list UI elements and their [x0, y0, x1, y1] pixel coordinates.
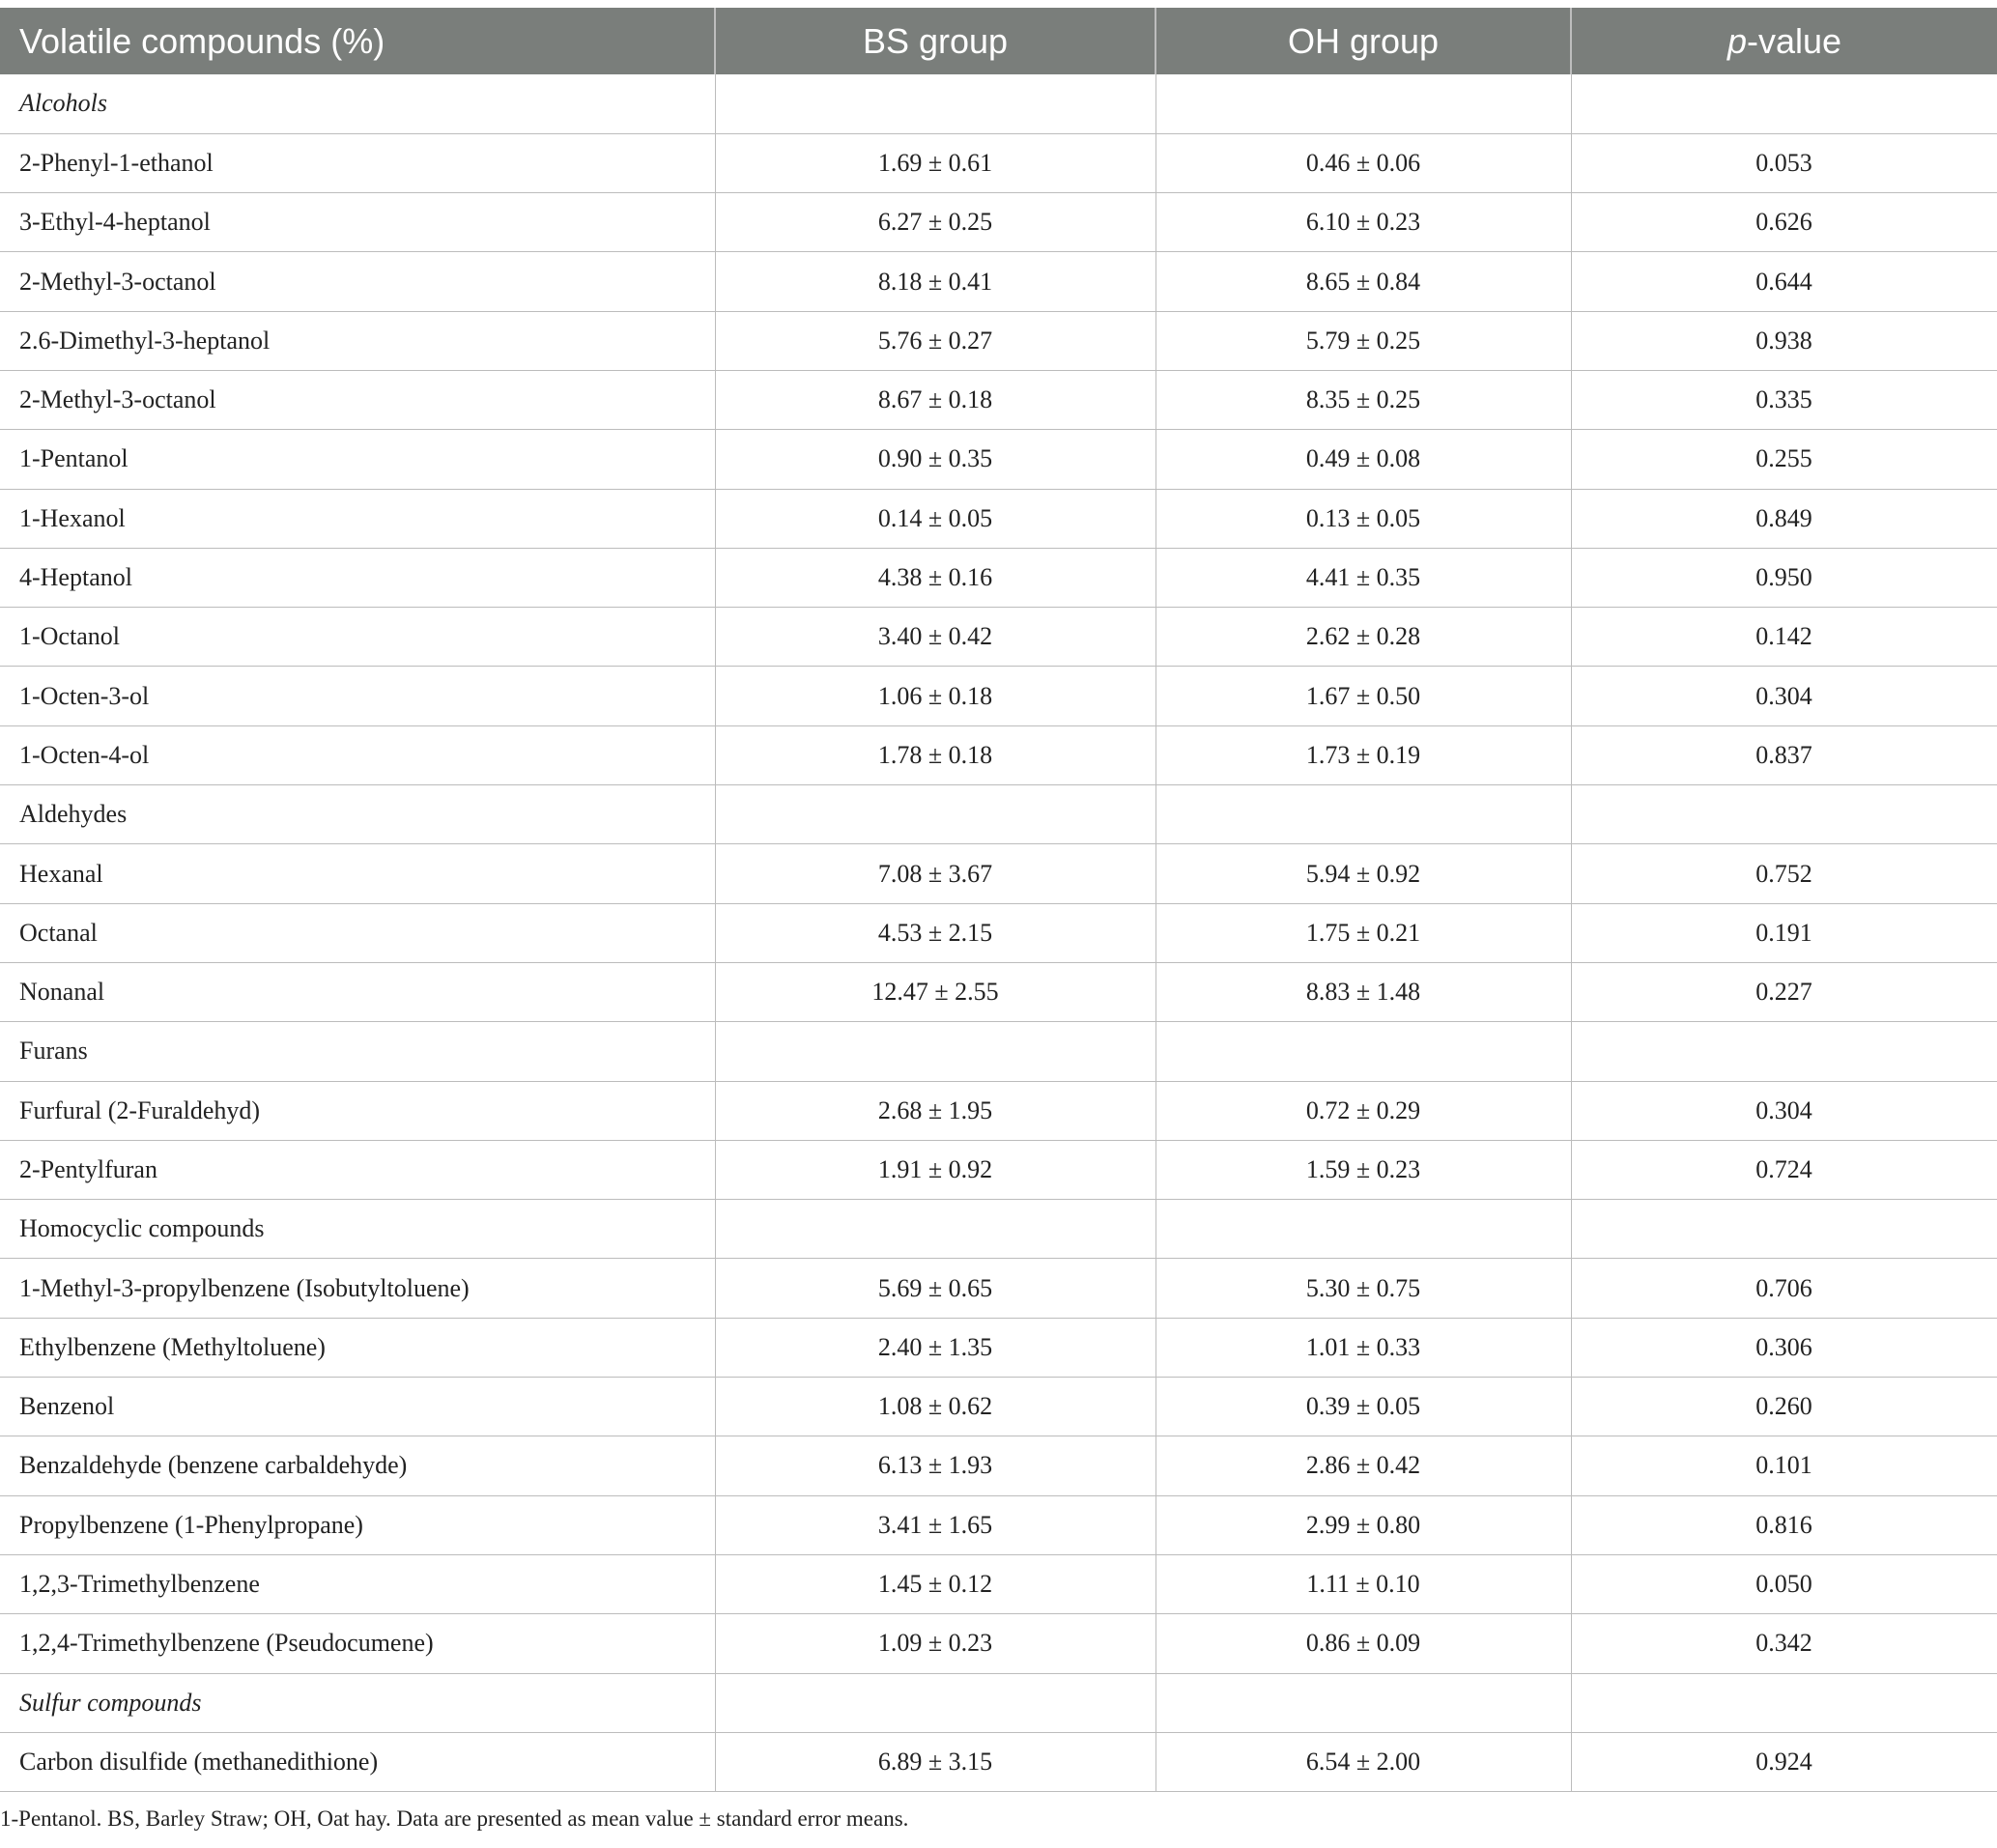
- p-value-cell: 0.342: [1571, 1614, 1997, 1673]
- oh-value-cell: 1.11 ± 0.10: [1155, 1554, 1571, 1613]
- p-value-cell: 0.335: [1571, 370, 1997, 429]
- table-header: [0, 8, 1997, 74]
- p-value-cell: 0.255: [1571, 430, 1997, 489]
- bs-value-cell: 1.09 ± 0.23: [715, 1614, 1155, 1673]
- oh-value-cell: [1155, 1673, 1571, 1732]
- oh-value-cell: 0.49 ± 0.08: [1155, 430, 1571, 489]
- p-value-cell: 0.706: [1571, 1259, 1997, 1318]
- header-row: [0, 8, 1997, 74]
- oh-value-cell: 2.86 ± 0.42: [1155, 1436, 1571, 1495]
- p-value-cell: 0.837: [1571, 725, 1997, 784]
- volatile-compounds-table: [0, 8, 1997, 1792]
- bs-value-cell: [715, 74, 1155, 133]
- bs-value-cell: 5.76 ± 0.27: [715, 311, 1155, 370]
- compound-cell: 2-Phenyl-1-ethanol: [0, 133, 715, 192]
- oh-value-cell: 0.46 ± 0.06: [1155, 133, 1571, 192]
- oh-value-cell: 8.65 ± 0.84: [1155, 252, 1571, 311]
- table-row: [0, 1140, 1997, 1199]
- table-row: [0, 844, 1997, 903]
- p-value-cell: 0.752: [1571, 844, 1997, 903]
- table-row: [0, 133, 1997, 192]
- table-container: [0, 8, 1997, 1792]
- oh-value-cell: [1155, 1200, 1571, 1259]
- table-footnote: 1-Pentanol. BS, Barley Straw; OH, Oat hay. Data are presented as mean value ± standard error means.: [0, 1806, 909, 1831]
- oh-value-cell: 6.10 ± 0.23: [1155, 193, 1571, 252]
- table-row: [0, 370, 1997, 429]
- compound-cell: Hexanal: [0, 844, 715, 903]
- compound-cell: Homocyclic compounds: [0, 1200, 715, 1259]
- compound-cell: 2.6-Dimethyl-3-heptanol: [0, 311, 715, 370]
- p-value-cell: 0.053: [1571, 133, 1997, 192]
- oh-value-cell: 1.01 ± 0.33: [1155, 1318, 1571, 1377]
- oh-value-cell: 2.99 ± 0.80: [1155, 1495, 1571, 1554]
- oh-value-cell: 0.13 ± 0.05: [1155, 489, 1571, 548]
- oh-value-cell: 1.73 ± 0.19: [1155, 725, 1571, 784]
- table-row: [0, 252, 1997, 311]
- compound-cell: Furans: [0, 1022, 715, 1081]
- p-value-cell: 0.304: [1571, 1081, 1997, 1140]
- compound-cell: Sulfur compounds: [0, 1673, 715, 1732]
- table-row: [0, 1554, 1997, 1613]
- bs-value-cell: [715, 785, 1155, 844]
- bs-value-cell: 1.45 ± 0.12: [715, 1554, 1155, 1613]
- table-body: [0, 74, 1997, 1792]
- bs-value-cell: 1.06 ± 0.18: [715, 667, 1155, 725]
- p-value-cell: 0.644: [1571, 252, 1997, 311]
- table-row: [0, 489, 1997, 548]
- bs-value-cell: 12.47 ± 2.55: [715, 962, 1155, 1021]
- oh-value-cell: [1155, 785, 1571, 844]
- p-value-cell: 0.191: [1571, 903, 1997, 962]
- oh-value-cell: 5.94 ± 0.92: [1155, 844, 1571, 903]
- bs-value-cell: 1.91 ± 0.92: [715, 1140, 1155, 1199]
- compound-cell: Nonanal: [0, 962, 715, 1021]
- bs-value-cell: 1.78 ± 0.18: [715, 725, 1155, 784]
- header-oh-group: OH group: [1155, 8, 1571, 74]
- bs-value-cell: 2.40 ± 1.35: [715, 1318, 1155, 1377]
- table-row: [0, 1732, 1997, 1791]
- compound-cell: 1-Hexanol: [0, 489, 715, 548]
- compound-cell: Benzaldehyde (benzene carbaldehyde): [0, 1436, 715, 1495]
- header-compound: Volatile compounds (%): [0, 8, 715, 74]
- oh-value-cell: 1.59 ± 0.23: [1155, 1140, 1571, 1199]
- bs-value-cell: 3.41 ± 1.65: [715, 1495, 1155, 1554]
- bs-value-cell: 6.89 ± 3.15: [715, 1732, 1155, 1791]
- oh-value-cell: [1155, 1022, 1571, 1081]
- category-row: [0, 785, 1997, 844]
- oh-value-cell: 0.72 ± 0.29: [1155, 1081, 1571, 1140]
- table-row: [0, 1378, 1997, 1436]
- compound-cell: 1-Octen-3-ol: [0, 667, 715, 725]
- category-row: [0, 1673, 1997, 1732]
- category-row: [0, 1022, 1997, 1081]
- compound-cell: 1,2,4-Trimethylbenzene (Pseudocumene): [0, 1614, 715, 1673]
- bs-value-cell: [715, 1200, 1155, 1259]
- compound-cell: Aldehydes: [0, 785, 715, 844]
- compound-cell: 4-Heptanol: [0, 548, 715, 607]
- compound-cell: 2-Methyl-3-octanol: [0, 370, 715, 429]
- compound-cell: 2-Methyl-3-octanol: [0, 252, 715, 311]
- p-value-cell: 0.938: [1571, 311, 1997, 370]
- header-p-rest: -value: [1746, 20, 1842, 61]
- bs-value-cell: 6.27 ± 0.25: [715, 193, 1155, 252]
- bs-value-cell: 4.38 ± 0.16: [715, 548, 1155, 607]
- category-row: [0, 74, 1997, 133]
- compound-cell: Octanal: [0, 903, 715, 962]
- compound-cell: Furfural (2-Furaldehyd): [0, 1081, 715, 1140]
- table-row: [0, 430, 1997, 489]
- p-value-cell: [1571, 785, 1997, 844]
- p-value-cell: 0.101: [1571, 1436, 1997, 1495]
- table-row: [0, 311, 1997, 370]
- table-row: [0, 1081, 1997, 1140]
- bs-value-cell: 6.13 ± 1.93: [715, 1436, 1155, 1495]
- p-value-cell: 0.924: [1571, 1732, 1997, 1791]
- table-row: [0, 1495, 1997, 1554]
- oh-value-cell: 1.75 ± 0.21: [1155, 903, 1571, 962]
- oh-value-cell: 1.67 ± 0.50: [1155, 667, 1571, 725]
- oh-value-cell: 5.30 ± 0.75: [1155, 1259, 1571, 1318]
- bs-value-cell: 2.68 ± 1.95: [715, 1081, 1155, 1140]
- compound-cell: 1-Pentanol: [0, 430, 715, 489]
- oh-value-cell: 8.35 ± 0.25: [1155, 370, 1571, 429]
- p-value-cell: [1571, 1022, 1997, 1081]
- table-row: [0, 903, 1997, 962]
- table-row: [0, 1436, 1997, 1495]
- compound-cell: 3-Ethyl-4-heptanol: [0, 193, 715, 252]
- table-row: [0, 1318, 1997, 1377]
- table-row: [0, 548, 1997, 607]
- bs-value-cell: 7.08 ± 3.67: [715, 844, 1155, 903]
- bs-value-cell: 5.69 ± 0.65: [715, 1259, 1155, 1318]
- p-value-cell: 0.950: [1571, 548, 1997, 607]
- bs-value-cell: 1.69 ± 0.61: [715, 133, 1155, 192]
- oh-value-cell: 6.54 ± 2.00: [1155, 1732, 1571, 1791]
- bs-value-cell: 4.53 ± 2.15: [715, 903, 1155, 962]
- p-value-cell: 0.816: [1571, 1495, 1997, 1554]
- oh-value-cell: 4.41 ± 0.35: [1155, 548, 1571, 607]
- p-value-cell: 0.142: [1571, 608, 1997, 667]
- p-value-cell: [1571, 1200, 1997, 1259]
- compound-cell: 1,2,3-Trimethylbenzene: [0, 1554, 715, 1613]
- table-row: [0, 608, 1997, 667]
- bs-value-cell: [715, 1673, 1155, 1732]
- table-row: [0, 725, 1997, 784]
- bs-value-cell: 8.18 ± 0.41: [715, 252, 1155, 311]
- oh-value-cell: 0.39 ± 0.05: [1155, 1378, 1571, 1436]
- p-value-cell: 0.304: [1571, 667, 1997, 725]
- category-row: [0, 1200, 1997, 1259]
- p-value-cell: 0.227: [1571, 962, 1997, 1021]
- header-bs-group: BS group: [715, 8, 1155, 74]
- header-p-value: [1571, 8, 1997, 74]
- bs-value-cell: [715, 1022, 1155, 1081]
- p-value-cell: 0.626: [1571, 193, 1997, 252]
- compound-cell: 1-Methyl-3-propylbenzene (Isobutyltoluene): [0, 1259, 715, 1318]
- p-value-cell: [1571, 1673, 1997, 1732]
- compound-cell: Ethylbenzene (Methyltoluene): [0, 1318, 715, 1377]
- table-row: [0, 1259, 1997, 1318]
- compound-cell: 2-Pentylfuran: [0, 1140, 715, 1199]
- compound-cell: Carbon disulfide (methanedithione): [0, 1732, 715, 1791]
- p-value-cell: [1571, 74, 1997, 133]
- p-value-cell: 0.849: [1571, 489, 1997, 548]
- compound-cell: 1-Octanol: [0, 608, 715, 667]
- oh-value-cell: 2.62 ± 0.28: [1155, 608, 1571, 667]
- table-row: [0, 962, 1997, 1021]
- compound-cell: Propylbenzene (1-Phenylpropane): [0, 1495, 715, 1554]
- oh-value-cell: 8.83 ± 1.48: [1155, 962, 1571, 1021]
- bs-value-cell: 3.40 ± 0.42: [715, 608, 1155, 667]
- p-value-cell: 0.724: [1571, 1140, 1997, 1199]
- p-value-cell: 0.260: [1571, 1378, 1997, 1436]
- oh-value-cell: [1155, 74, 1571, 133]
- oh-value-cell: 0.86 ± 0.09: [1155, 1614, 1571, 1673]
- bs-value-cell: 8.67 ± 0.18: [715, 370, 1155, 429]
- table-row: [0, 193, 1997, 252]
- bs-value-cell: 0.90 ± 0.35: [715, 430, 1155, 489]
- compound-cell: Alcohols: [0, 74, 715, 133]
- bs-value-cell: 0.14 ± 0.05: [715, 489, 1155, 548]
- oh-value-cell: 5.79 ± 0.25: [1155, 311, 1571, 370]
- bs-value-cell: 1.08 ± 0.62: [715, 1378, 1155, 1436]
- table-row: [0, 1614, 1997, 1673]
- table-row: [0, 667, 1997, 725]
- header-p-italic: p: [1726, 20, 1747, 61]
- p-value-cell: 0.306: [1571, 1318, 1997, 1377]
- p-value-cell: 0.050: [1571, 1554, 1997, 1613]
- compound-cell: Benzenol: [0, 1378, 715, 1436]
- compound-cell: 1-Octen-4-ol: [0, 725, 715, 784]
